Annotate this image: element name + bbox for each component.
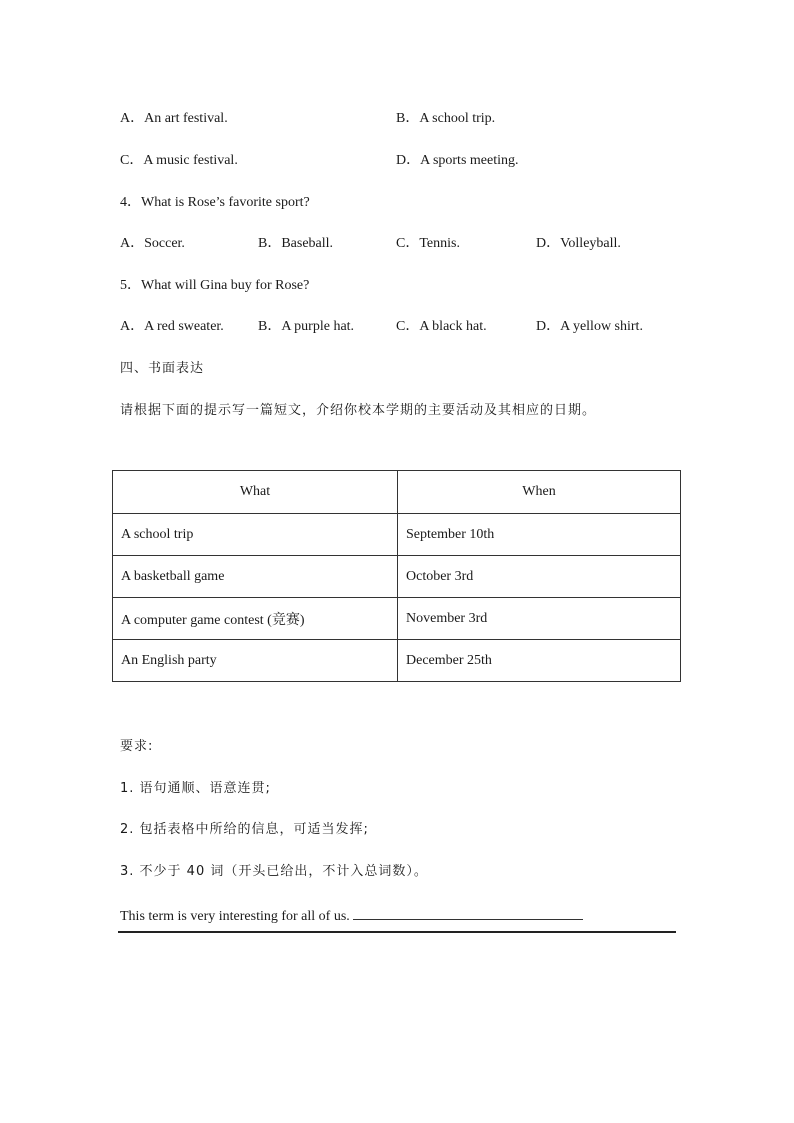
requirement-item-1: 1. 语句通顺、语意连贯;: [120, 781, 271, 796]
activity-table: [112, 470, 681, 682]
q3-option-d: D．A sports meeting.: [396, 153, 519, 168]
requirement-item-2: 2. 包括表格中所给的信息，可适当发挥;: [120, 822, 369, 837]
table-header-row: [113, 471, 681, 514]
requirement-item-3: 3. 不少于 40 词（开头已给出，不计入总词数）。: [120, 864, 428, 879]
table-header-what: What: [113, 471, 398, 514]
table-row: [113, 514, 681, 556]
question-5: 5．What will Gina buy for Rose?: [120, 278, 310, 293]
table-cell-when: December 25th: [398, 640, 681, 682]
q4-option-c: C．Tennis.: [396, 236, 460, 251]
table-row: [113, 598, 681, 640]
table-row: [113, 640, 681, 682]
answer-blank-line[interactable]: [353, 905, 583, 920]
section-heading: 四、书面表达: [120, 361, 205, 376]
table-cell-what: An English party: [113, 640, 398, 682]
table-cell-when: November 3rd: [398, 598, 681, 640]
q3-option-c: C．A music festival.: [120, 153, 238, 168]
q4-option-d: D．Volleyball.: [536, 236, 621, 251]
q5-option-d: D．A yellow shirt.: [536, 319, 643, 334]
table-header-when: When: [398, 471, 681, 514]
table-cell-what: A computer game contest (竞赛): [113, 598, 398, 640]
table-cell-what: A school trip: [113, 514, 398, 556]
answer-rule-line[interactable]: [118, 931, 676, 933]
question-4: 4．What is Rose’s favorite sport?: [120, 195, 310, 210]
table-cell-when: September 10th: [398, 514, 681, 556]
q3-option-a: A．An art festival.: [120, 111, 228, 126]
table-cell-when: October 3rd: [398, 556, 681, 598]
requirements-title: 要求:: [120, 739, 154, 754]
table-row: [113, 556, 681, 598]
table-cell-what: A basketball game: [113, 556, 398, 598]
q5-option-b: B．A purple hat.: [258, 319, 355, 334]
q4-option-a: A．Soccer.: [120, 236, 185, 251]
q3-option-b: B．A school trip.: [396, 111, 496, 126]
q5-option-a: A．A red sweater.: [120, 319, 224, 334]
section-instruction: 请根据下面的提示写一篇短文，介绍你校本学期的主要活动及其相应的日期。: [120, 403, 597, 418]
q5-option-c: C．A black hat.: [396, 319, 487, 334]
writing-starter: [120, 905, 583, 926]
starter-sentence: This term is very interesting for all of us.: [120, 909, 350, 924]
q4-option-b: B．Baseball.: [258, 236, 334, 251]
